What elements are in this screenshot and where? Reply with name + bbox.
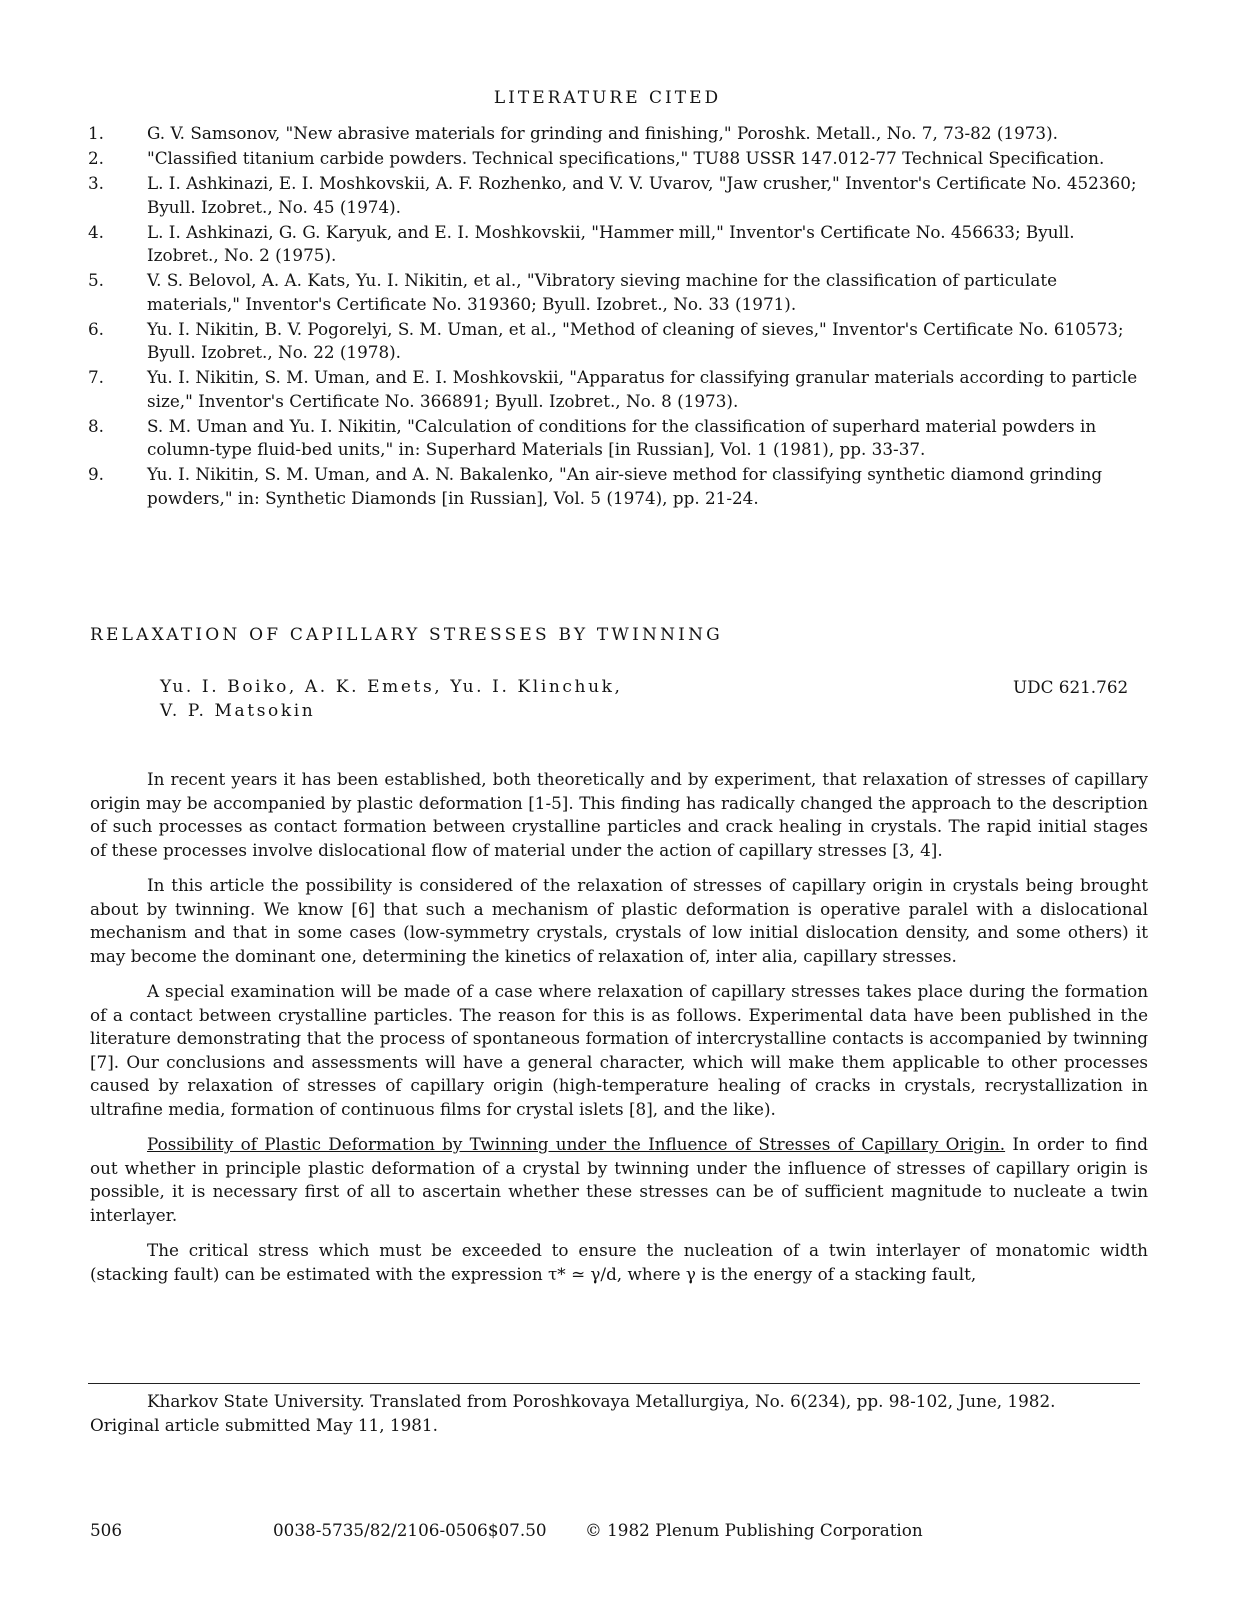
reference-text: Yu. I. Nikitin, B. V. Pogorelyi, S. M. Uman, et al., "Method of cleaning of sieves," Inventor's Certificate No. 610573; Byull. Izobret., No. 22 (1978). bbox=[147, 318, 1124, 362]
reference-text: L. I. Ashkinazi, G. G. Karyuk, and E. I. Moshkovskii, "Hammer mill," Inventor's Certificate No. 456633; Byull. Izobret., No. 2 (1975). bbox=[147, 221, 1075, 265]
reference-number: 5. bbox=[88, 270, 105, 290]
body-paragraph: In recent years it has been established, both theoretically and by experiment, that relaxation of stresses of capillary origin may be accompanied by plastic deformation [1-5]. This finding has radically changed the approach to the description of such processes as contact formation between crystalline particles and crack healing in crystals. The rapid initial stages of these processes involve dislocational flow of material under the action of capillary stresses [3, 4]. bbox=[90, 769, 1148, 860]
page-number: 506 bbox=[90, 1520, 123, 1540]
reference-item bbox=[88, 221, 1148, 268]
reference-item bbox=[88, 269, 1148, 316]
authors-line-1: Yu. I. Boiko, A. K. Emets, Yu. I. Klinchuk, bbox=[160, 677, 623, 697]
body-paragraph: In this article the possibility is considered of the relaxation of stresses of capillary origin in crystals being brought about by twinning. We know [6] that such a mechanism of plastic deformation is operative paralel with a dislocational mechanism and that in some cases (low-symmetry crystals, crystals of low initial dislocation density, and some others) it may become the dominant one, determining the kinetics of relaxation of, inter alia, capillary stresses. bbox=[90, 875, 1148, 966]
section-subheading: Possibility of Plastic Deformation by Twinning under the Influence of Stresses of Capillary Origin. bbox=[147, 1134, 1006, 1154]
reference-list bbox=[88, 122, 1148, 512]
reference-item bbox=[88, 147, 1148, 171]
reference-item bbox=[88, 318, 1148, 365]
reference-number: 3. bbox=[88, 173, 105, 193]
reference-item bbox=[88, 415, 1148, 462]
reference-item bbox=[88, 366, 1148, 413]
reference-number: 6. bbox=[88, 318, 105, 339]
literature-cited-heading: LITERATURE CITED bbox=[493, 88, 722, 108]
reference-number: 4. bbox=[88, 221, 105, 242]
reference-item bbox=[88, 122, 1148, 146]
body-paragraph: The critical stress which must be exceeded to ensure the nucleation of a twin interlayer of monatomic width (stacking fault) can be estimated with the expression τ* ≃ γ/d, where γ is the energy of a stacking fault, bbox=[90, 1240, 1148, 1284]
reference-text: "Classified titanium carbide powders. Technical specifications," TU88 USSR 147.012-77 Technical Specification. bbox=[147, 148, 1105, 168]
article-footnote: Kharkov State University. Translated from Poroshkovaya Metallurgiya, No. 6(234), pp. 98-102, June, 1982. Original article submitted May 11, 1981. bbox=[90, 1391, 1056, 1435]
reference-number: 2. bbox=[88, 148, 105, 168]
section-paragraph bbox=[90, 1133, 1148, 1227]
reference-number: 9. bbox=[88, 464, 105, 484]
article-body bbox=[90, 768, 1148, 1298]
reference-number: 7. bbox=[88, 367, 105, 387]
reference-item bbox=[88, 172, 1148, 219]
article-title: RELAXATION OF CAPILLARY STRESSES BY TWINNING bbox=[90, 625, 723, 645]
authors-line-2: V. P. Matsokin bbox=[160, 701, 316, 721]
footnote-divider bbox=[88, 1383, 1140, 1384]
section-paragraph-text: In order to find out whether in principle plastic deformation of a crystal by twinning under the influence of stresses of capillary origin is possible, it is necessary first of all to ascertain whether these stresses can be of sufficient magnitude to nucleate a twin interlayer. bbox=[90, 1134, 1148, 1225]
reference-number: 1. bbox=[88, 123, 105, 143]
body-paragraph: A special examination will be made of a case where relaxation of capillary stresses takes place during the formation of a contact between crystalline particles. The reason for this is as follows. Experimental data have been published in the literature demonstrating that the process of spontaneous formation of intercrystalline contacts is accompanied by twinning [7]. Our conclusions and assessments will have a general character, which will make them applicable to other processes caused by relaxation of stresses of capillary origin (high-temperature healing of cracks in crystals, recrystallization in ultrafine media, formation of continuous films for crystal islets [8], and the like). bbox=[90, 981, 1148, 1119]
reference-text: Yu. I. Nikitin, S. M. Uman, and E. I. Moshkovskii, "Apparatus for classifying granular materials according to particle size," Inventor's Certificate No. 366891; Byull. Izobret., No. 8 (1973). bbox=[147, 367, 1138, 411]
udc-code: UDC 621.762 bbox=[1013, 677, 1129, 697]
reference-text: G. V. Samsonov, "New abrasive materials for grinding and finishing," Poroshk. Metall., No. 7, 73-82 (1973). bbox=[147, 123, 1058, 143]
copyright-notice: © 1982 Plenum Publishing Corporation bbox=[585, 1520, 923, 1540]
reference-text: Yu. I. Nikitin, S. M. Uman, and A. N. Bakalenko, "An air-sieve method for classifying synthetic diamond grinding powders," in: Synthetic Diamonds [in Russian], Vol. 5 (1974), pp. 21-24. bbox=[147, 464, 1103, 508]
reference-text: S. M. Uman and Yu. I. Nikitin, "Calculation of conditions for the classification of superhard material powders in column-type fluid-bed units," in: Superhard Materials [in Russian], Vol. 1 (1981), pp. 33-37. bbox=[147, 415, 1097, 459]
reference-text: V. S. Belovol, A. A. Kats, Yu. I. Nikitin, et al., "Vibratory sieving machine for the classification of particulate materials," Inventor's Certificate No. 319360; Byull. Izobret., No. 33 (1971). bbox=[147, 270, 1058, 314]
reference-item bbox=[88, 463, 1148, 510]
article-authors bbox=[160, 675, 720, 723]
reference-number: 8. bbox=[88, 415, 105, 436]
issn-code: 0038-5735/82/2106-0506$07.50 bbox=[273, 1520, 547, 1540]
reference-text: L. I. Ashkinazi, E. I. Moshkovskii, A. F. Rozhenko, and V. V. Uvarov, "Jaw crusher," Inventor's Certificate No. 452360; Byull. Izobret., No. 45 (1974). bbox=[147, 173, 1137, 217]
